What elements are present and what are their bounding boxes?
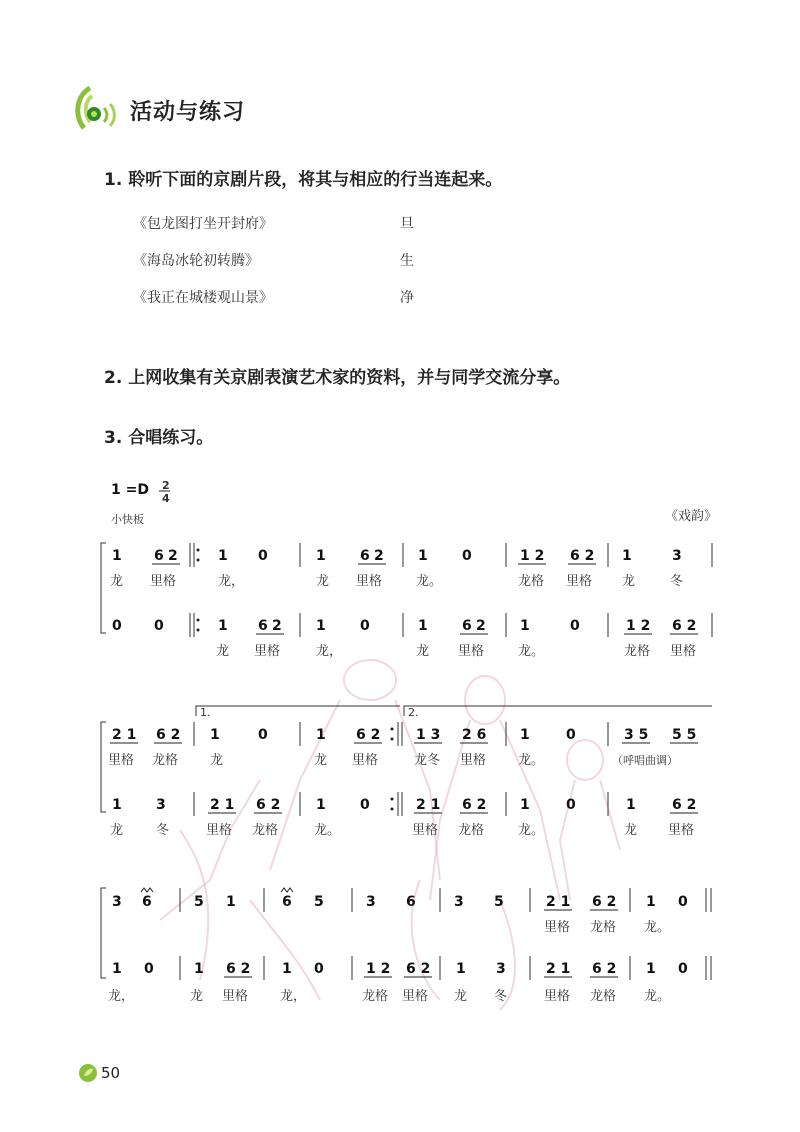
note: 6 — [282, 894, 292, 910]
vocal-note: （呼唱曲调） — [612, 754, 678, 767]
note: 6 — [154, 548, 164, 564]
note: 0 — [566, 797, 576, 813]
note: 1 — [282, 961, 292, 977]
lyric: 冬 — [494, 989, 508, 1004]
note: 1 — [194, 961, 204, 977]
note: 6 2 — [592, 961, 617, 977]
lyric: 冬 — [670, 574, 684, 589]
lyric: 龙格 — [152, 753, 179, 768]
note: 2 — [272, 618, 282, 634]
note: 0 — [258, 548, 268, 564]
note: 2 1 — [416, 797, 441, 813]
lyric: 龙 — [190, 989, 204, 1004]
lyric: 龙 — [454, 989, 468, 1004]
page-number: 50 — [101, 1064, 121, 1082]
note: 0 — [360, 618, 370, 634]
note: 2 1 — [210, 797, 235, 813]
note: 6 2 — [406, 961, 431, 977]
note: 6 2 — [462, 797, 487, 813]
note: 0 — [144, 961, 154, 977]
lyric: 里格 — [150, 574, 177, 589]
note: 6 2 — [156, 727, 181, 743]
lyric: 龙。 — [518, 823, 545, 838]
note: 0 — [314, 961, 324, 977]
note: 1 — [112, 961, 122, 977]
note: 2 1 — [112, 727, 137, 743]
note: 6 2 — [672, 797, 697, 813]
lyric: 里格 — [352, 753, 379, 768]
lyric: 里格 — [544, 920, 571, 935]
note: 6 2 — [570, 548, 595, 564]
note: 6 — [360, 548, 370, 564]
lyric: 龙格 — [624, 644, 651, 659]
lyric: 龙 — [110, 823, 124, 838]
ending-1: 1. — [200, 706, 211, 719]
note: 3 — [454, 894, 464, 910]
question-1: 1. 聆听下面的京剧片段，将其与相应的行当连起来。 — [104, 170, 503, 190]
role-item-1: 旦 — [400, 216, 414, 232]
note: 1 — [226, 894, 236, 910]
note: 2 1 — [546, 961, 571, 977]
time-signature-top: 2 — [162, 479, 170, 492]
lyric: 龙。 — [518, 644, 545, 659]
note: 1 — [112, 548, 122, 564]
lyric: 里格 — [206, 823, 233, 838]
note: 1 — [626, 797, 636, 813]
lyric: 龙 — [210, 753, 224, 768]
note: 3 — [366, 894, 376, 910]
lyric: 龙 — [624, 823, 638, 838]
note: 6 2 — [256, 797, 281, 813]
note: 6 — [462, 618, 472, 634]
note: 6 2 — [226, 961, 251, 977]
note: 2 — [476, 618, 486, 634]
lyric: 里格 — [356, 574, 383, 589]
note: 0 — [570, 618, 580, 634]
note: 6 2 — [672, 618, 697, 634]
score-row-1 — [101, 543, 712, 659]
lyric: 龙。 — [644, 989, 671, 1004]
note: 1 — [646, 894, 656, 910]
note: 0 — [462, 548, 472, 564]
time-signature-bottom: 4 — [162, 492, 170, 505]
lyric: 龙 — [416, 644, 430, 659]
note: 0 — [678, 961, 688, 977]
note: 3 — [112, 894, 122, 910]
note: 1 3 — [416, 727, 441, 743]
lyric: 里格 — [460, 753, 487, 768]
note: 1 — [520, 618, 530, 634]
note: 2 6 — [462, 727, 487, 743]
lyric: 龙。 — [416, 574, 443, 589]
note: 0 — [112, 618, 122, 634]
note: 3 — [672, 548, 682, 564]
note: 5 — [494, 894, 504, 910]
lyric: 龙冬 — [414, 753, 441, 768]
note: 5 — [194, 894, 204, 910]
lyric: 里格 — [544, 989, 571, 1004]
note: 1 — [316, 797, 326, 813]
opera-item-3: 《我正在城楼观山景》 — [133, 290, 273, 306]
note: 1 — [316, 727, 326, 743]
note: 1 — [520, 727, 530, 743]
note: 6 — [258, 618, 268, 634]
note: 1 — [112, 797, 122, 813]
lyric: 里格 — [412, 823, 439, 838]
lyric: 龙， — [108, 989, 135, 1004]
note: 1 2 — [520, 548, 545, 564]
lyric: 龙 — [216, 644, 230, 659]
lyric: 龙格 — [252, 823, 279, 838]
key-signature: 1 =D — [111, 482, 149, 498]
opera-item-2: 《海岛冰轮初转腾》 — [133, 253, 259, 269]
note: 1 — [456, 961, 466, 977]
lyric: 龙。 — [314, 823, 341, 838]
lyric: 里格 — [458, 644, 485, 659]
note: 2 — [374, 548, 384, 564]
note: 1 2 — [626, 618, 651, 634]
page-leaf-icon — [78, 1063, 98, 1083]
lyric: 龙， — [280, 989, 307, 1004]
tempo-marking: 小快板 — [111, 513, 144, 526]
note: 1 — [646, 961, 656, 977]
score-row-3 — [101, 888, 711, 1004]
note: 1 — [316, 548, 326, 564]
note: 5 — [314, 894, 324, 910]
note: 0 — [360, 797, 370, 813]
source-title: 《戏韵》 — [665, 509, 718, 524]
lyric: 里格 — [668, 823, 695, 838]
lyric: 龙格 — [518, 574, 545, 589]
lyric: 龙格 — [590, 920, 617, 935]
note: 6 2 — [356, 727, 381, 743]
lyric: 龙， — [316, 644, 343, 659]
role-item-2: 生 — [400, 253, 414, 269]
score-row-2 — [101, 706, 712, 838]
lyric: 龙， — [218, 574, 245, 589]
lyric: 里格 — [254, 644, 281, 659]
lyric: 里格 — [566, 574, 593, 589]
note: 2 — [168, 548, 178, 564]
lyric: 龙格 — [362, 989, 389, 1004]
lyric: 里格 — [108, 753, 135, 768]
note: 3 — [156, 797, 166, 813]
lyric: 龙。 — [518, 753, 545, 768]
note: 1 — [218, 548, 228, 564]
ending-2: 2. — [408, 706, 419, 719]
note: 1 — [316, 618, 326, 634]
note: 0 — [154, 618, 164, 634]
lyric: 龙。 — [644, 920, 671, 935]
lyric: 里格 — [670, 644, 697, 659]
note: 1 — [418, 548, 428, 564]
note: 1 — [210, 727, 220, 743]
note: 0 — [258, 727, 268, 743]
note: 6 2 — [592, 894, 617, 910]
note: 1 — [622, 548, 632, 564]
note: 6 — [142, 894, 152, 910]
note: 0 — [566, 727, 576, 743]
note: 5 5 — [672, 727, 697, 743]
question-2: 2. 上网收集有关京剧表演艺术家的资料，并与同学交流分享。 — [104, 368, 571, 388]
role-item-3: 净 — [400, 290, 414, 306]
lyric: 龙 — [314, 753, 328, 768]
lyric: 龙 — [316, 574, 330, 589]
note: 1 2 — [366, 961, 391, 977]
note: 0 — [678, 894, 688, 910]
note: 2 1 — [546, 894, 571, 910]
lyric: 龙 — [110, 574, 124, 589]
note: 1 — [520, 797, 530, 813]
note: 1 — [218, 618, 228, 634]
lyric: 冬 — [156, 823, 170, 838]
section-title: 活动与练习 — [130, 100, 246, 125]
note: 1 — [418, 618, 428, 634]
lyric: 里格 — [402, 989, 429, 1004]
lyric: 龙 — [622, 574, 636, 589]
note: 3 — [496, 961, 506, 977]
lyric: 龙格 — [458, 823, 485, 838]
lyric: 龙格 — [590, 989, 617, 1004]
note: 3 5 — [624, 727, 649, 743]
question-3: 3. 合唱练习。 — [104, 428, 214, 448]
note: 6 — [406, 894, 416, 910]
lyric: 里格 — [222, 989, 249, 1004]
opera-item-1: 《包龙图打坐开封府》 — [133, 216, 273, 232]
